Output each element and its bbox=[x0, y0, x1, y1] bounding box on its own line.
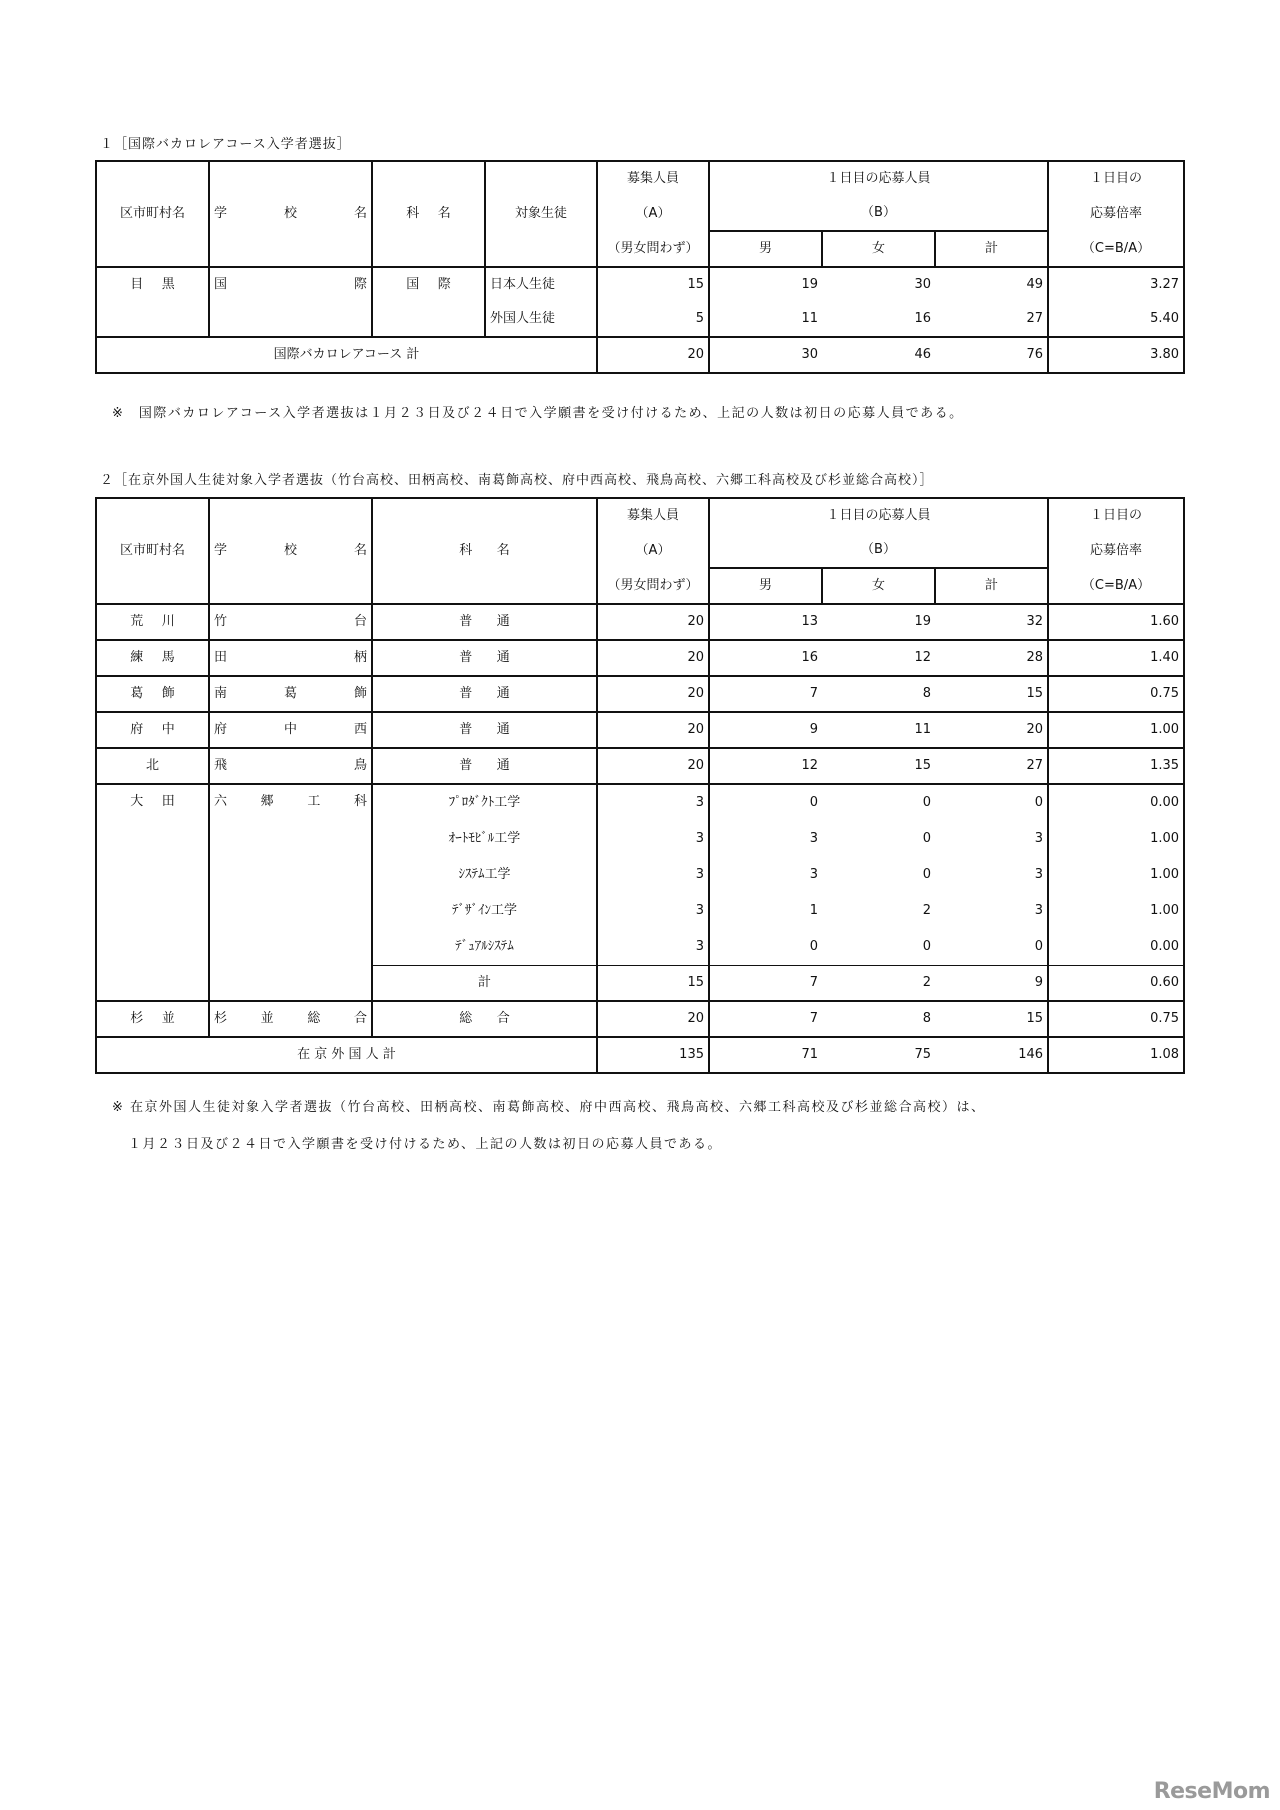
cell-course: 普 通 bbox=[372, 640, 597, 676]
header-course: 科 名 bbox=[372, 498, 597, 604]
cell-district: 荒 川 bbox=[96, 604, 209, 640]
cell-district: 府 中 bbox=[96, 712, 209, 748]
cell-capacity: 5 bbox=[597, 302, 709, 337]
cell-ratio: 1.40 bbox=[1048, 640, 1184, 676]
cell-total-list: 0 3 3 3 0 bbox=[935, 784, 1048, 966]
table-row bbox=[96, 748, 1184, 784]
cell-total: 27 bbox=[935, 748, 1048, 784]
section2-note-line2: １月２３日及び２４日で入学願書を受け付けるため、上記の人数は初日の応募人員である。 bbox=[128, 1137, 722, 1152]
header-ratio-3: （C=B/A） bbox=[1048, 568, 1184, 604]
header-district: 区市町村名 bbox=[96, 498, 209, 604]
header-male: 男 bbox=[709, 231, 822, 267]
header-ratio-2: 応募倍率 bbox=[1048, 196, 1184, 231]
total-ratio: 3.80 bbox=[1048, 337, 1184, 373]
header-ratio-1: １日目の bbox=[1048, 161, 1184, 196]
header-capacity-1: 募集人員 bbox=[597, 161, 709, 196]
cell-total: 15 bbox=[935, 1001, 1048, 1037]
header-total: 計 bbox=[935, 231, 1048, 267]
cell-school: 府 中 西 bbox=[209, 712, 372, 748]
ib-course-table bbox=[95, 160, 1185, 374]
total-row bbox=[96, 337, 1184, 373]
cell-male: 7 bbox=[709, 676, 822, 712]
cell-target: 外国人生徒 bbox=[485, 302, 597, 337]
cell-total: 15 bbox=[935, 676, 1048, 712]
cell-course: 総 合 bbox=[372, 1001, 597, 1037]
header-female: 女 bbox=[822, 568, 935, 604]
cell-district: 葛 飾 bbox=[96, 676, 209, 712]
header-applicants-b: （B） bbox=[709, 533, 1048, 568]
cell-district: 練 馬 bbox=[96, 640, 209, 676]
cell-course: 普 通 bbox=[372, 748, 597, 784]
cell-female: 19 bbox=[822, 604, 935, 640]
cell-school: 竹 台 bbox=[209, 604, 372, 640]
table-row bbox=[96, 640, 1184, 676]
cell-male-list: 0 3 3 1 0 bbox=[709, 784, 822, 966]
header-ratio-3: （C=B/A） bbox=[1048, 231, 1184, 267]
cell-capacity: 20 bbox=[597, 1001, 709, 1037]
cell-female-list: 0 0 0 2 0 bbox=[822, 784, 935, 966]
total-total: 146 bbox=[935, 1037, 1048, 1073]
cell-capacity: 20 bbox=[597, 604, 709, 640]
cell-ratio: 1.35 bbox=[1048, 748, 1184, 784]
cell-male: 16 bbox=[709, 640, 822, 676]
subtotal-male: 7 bbox=[709, 966, 822, 1002]
table-row bbox=[96, 712, 1184, 748]
subtotal-label: 計 bbox=[372, 966, 597, 1002]
cell-female: 30 bbox=[822, 267, 935, 302]
cell-school: 田 柄 bbox=[209, 640, 372, 676]
cell-capacity: 20 bbox=[597, 640, 709, 676]
section2-note-line1: ※ 在京外国人生徒対象入学者選抜（竹台高校、田柄高校、南葛飾高校、府中西高校、飛鳥高校、六郷工科高校及び杉並総合高校）は、 bbox=[112, 1100, 986, 1115]
cell-male: 7 bbox=[709, 1001, 822, 1037]
cell-school: 南 葛 飾 bbox=[209, 676, 372, 712]
header-female: 女 bbox=[822, 231, 935, 267]
cell-capacity: 20 bbox=[597, 712, 709, 748]
cell-capacity-list: 3 3 3 3 3 bbox=[597, 784, 709, 966]
total-label: 在 京 外 国 人 計 bbox=[96, 1037, 597, 1073]
cell-female: 15 bbox=[822, 748, 935, 784]
section1-title: １［国際バカロレアコース入学者選抜］ bbox=[100, 137, 351, 152]
total-row bbox=[96, 1037, 1184, 1073]
total-capacity: 20 bbox=[597, 337, 709, 373]
header-ratio-2: 応募倍率 bbox=[1048, 533, 1184, 568]
cell-school: 飛 鳥 bbox=[209, 748, 372, 784]
section2-title: ２［在京外国人生徒対象入学者選抜（竹台高校、田柄高校、南葛飾高校、府中西高校、飛鳥高校、六郷工科高校及び杉並総合高校）］ bbox=[100, 473, 934, 488]
cell-school: 六 郷 工 科 bbox=[209, 784, 372, 1001]
header-applicants-b: （B） bbox=[709, 196, 1048, 231]
cell-female: 16 bbox=[822, 302, 935, 337]
cell-total: 27 bbox=[935, 302, 1048, 337]
cell-female: 8 bbox=[822, 1001, 935, 1037]
subtotal-total: 9 bbox=[935, 966, 1048, 1002]
table-row bbox=[96, 1001, 1184, 1037]
cell-total: 32 bbox=[935, 604, 1048, 640]
cell-school: 杉 並 総 合 bbox=[209, 1001, 372, 1037]
total-label: 国際バカロレアコース 計 bbox=[96, 337, 597, 373]
cell-total: 20 bbox=[935, 712, 1048, 748]
cell-male: 12 bbox=[709, 748, 822, 784]
subtotal-ratio: 0.60 bbox=[1048, 966, 1184, 1002]
header-target: 対象生徒 bbox=[485, 161, 597, 267]
header-course: 科 名 bbox=[372, 161, 485, 267]
subtotal-capacity: 15 bbox=[597, 966, 709, 1002]
cell-school: 国 際 bbox=[209, 267, 372, 337]
cell-total: 49 bbox=[935, 267, 1048, 302]
cell-ratio: 0.75 bbox=[1048, 676, 1184, 712]
header-applicants: １日目の応募人員 bbox=[709, 161, 1048, 196]
cell-male: 19 bbox=[709, 267, 822, 302]
cell-male: 9 bbox=[709, 712, 822, 748]
cell-capacity: 20 bbox=[597, 676, 709, 712]
header-ratio-1: １日目の bbox=[1048, 498, 1184, 533]
total-ratio: 1.08 bbox=[1048, 1037, 1184, 1073]
header-capacity-2: （A） bbox=[597, 533, 709, 568]
cell-ratio: 1.00 bbox=[1048, 712, 1184, 748]
table-row bbox=[96, 267, 1184, 302]
header-school: 学 校 名 bbox=[209, 161, 372, 267]
header-capacity-2: （A） bbox=[597, 196, 709, 231]
cell-ratio: 5.40 bbox=[1048, 302, 1184, 337]
total-male: 71 bbox=[709, 1037, 822, 1073]
cell-male: 13 bbox=[709, 604, 822, 640]
cell-course: 国 際 bbox=[372, 267, 485, 337]
cell-course: 普 通 bbox=[372, 676, 597, 712]
cell-ratio: 0.75 bbox=[1048, 1001, 1184, 1037]
header-school: 学 校 名 bbox=[209, 498, 372, 604]
header-capacity-1: 募集人員 bbox=[597, 498, 709, 533]
rokugo-courses-row bbox=[96, 784, 1184, 966]
foreign-students-table bbox=[95, 497, 1185, 1074]
cell-capacity: 20 bbox=[597, 748, 709, 784]
total-capacity: 135 bbox=[597, 1037, 709, 1073]
cell-course: 普 通 bbox=[372, 712, 597, 748]
resemom-logo: ReseMom bbox=[1153, 1779, 1270, 1804]
cell-male: 11 bbox=[709, 302, 822, 337]
cell-district: 目 黒 bbox=[96, 267, 209, 337]
header-applicants: １日目の応募人員 bbox=[709, 498, 1048, 533]
cell-female: 11 bbox=[822, 712, 935, 748]
header-male: 男 bbox=[709, 568, 822, 604]
cell-target: 日本人生徒 bbox=[485, 267, 597, 302]
cell-total: 28 bbox=[935, 640, 1048, 676]
total-total: 76 bbox=[935, 337, 1048, 373]
cell-ratio-list: 0.00 1.00 1.00 1.00 0.00 bbox=[1048, 784, 1184, 966]
header-district: 区市町村名 bbox=[96, 161, 209, 267]
table-row bbox=[96, 604, 1184, 640]
total-female: 75 bbox=[822, 1037, 935, 1073]
cell-course-list: ﾌﾟﾛﾀﾞｸﾄ工学 ｵｰﾄﾓﾋﾞﾙ工学 ｼｽﾃﾑ工学 ﾃﾞｻﾞｲﾝ工学 ﾃﾞｭｱﾙｼｽﾃﾑ bbox=[372, 784, 597, 966]
cell-female: 12 bbox=[822, 640, 935, 676]
cell-ratio: 3.27 bbox=[1048, 267, 1184, 302]
cell-course: 普 通 bbox=[372, 604, 597, 640]
cell-capacity: 15 bbox=[597, 267, 709, 302]
cell-ratio: 1.60 bbox=[1048, 604, 1184, 640]
cell-female: 8 bbox=[822, 676, 935, 712]
header-capacity-3: （男女問わず） bbox=[597, 231, 709, 267]
cell-district: 北 bbox=[96, 748, 209, 784]
total-male: 30 bbox=[709, 337, 822, 373]
section1-note: ※ 国際バカロレアコース入学者選抜は１月２３日及び２４日で入学願書を受け付けるため、上記の人数は初日の応募人員である。 bbox=[112, 406, 964, 421]
table-row bbox=[96, 676, 1184, 712]
cell-district: 杉 並 bbox=[96, 1001, 209, 1037]
total-female: 46 bbox=[822, 337, 935, 373]
header-capacity-3: （男女問わず） bbox=[597, 568, 709, 604]
subtotal-female: 2 bbox=[822, 966, 935, 1002]
header-total: 計 bbox=[935, 568, 1048, 604]
cell-district: 大 田 bbox=[96, 784, 209, 1001]
